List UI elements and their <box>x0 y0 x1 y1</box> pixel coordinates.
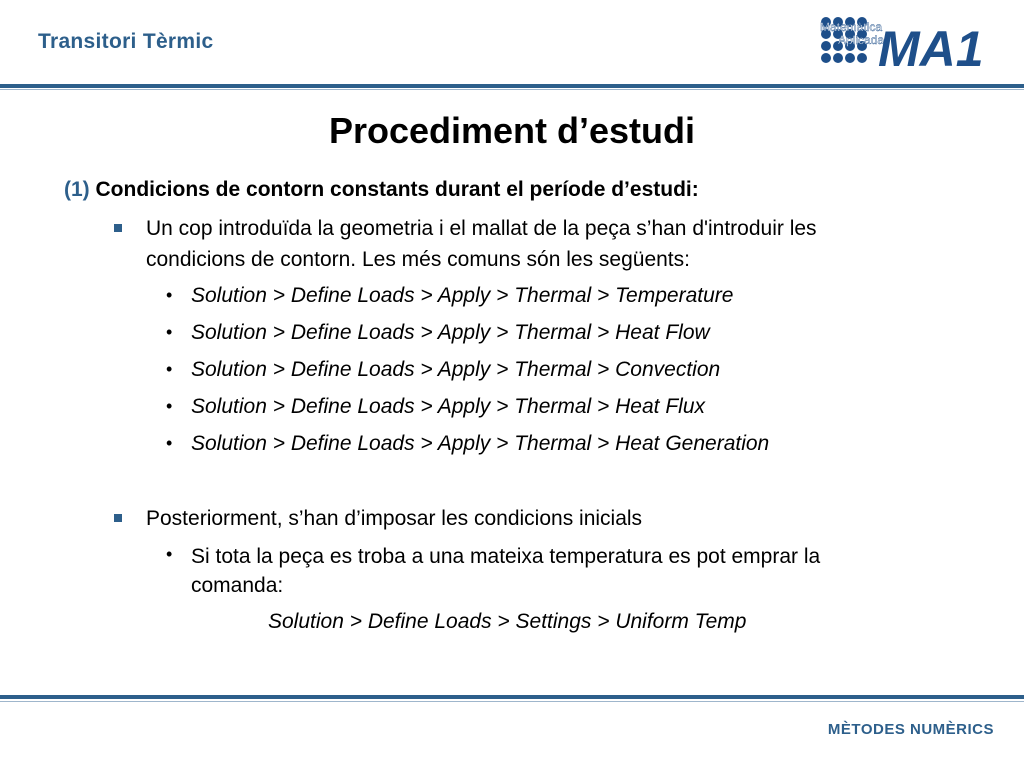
logo-mark: MA1 <box>878 21 984 72</box>
menu-path-item: Solution > Define Loads > Apply > Thermal > Heat Flux <box>191 395 706 418</box>
menu-path-item: Solution > Define Loads > Apply > Thermal > Heat Generation <box>191 432 770 455</box>
section-number: (1) <box>64 178 90 201</box>
dot-bullet-icon: • <box>166 322 173 342</box>
bullet1-line2: condicions de contorn. Les més comuns són les següents: <box>146 248 690 271</box>
logo-line1: Matemàtica <box>820 20 883 34</box>
dot-bullet-icon: • <box>166 544 173 564</box>
menu-path-item: Solution > Define Loads > Apply > Thermal > Temperature <box>191 284 734 307</box>
logo-line2: Aplicada <box>838 33 885 47</box>
bullet2-sub-line1: Si tota la peça es troba a una mateixa temperatura es pot emprar la <box>191 545 821 568</box>
bullet2-sub-line2: comanda: <box>191 574 284 597</box>
square-bullet-icon <box>114 514 122 522</box>
header-title: Transitori Tèrmic <box>38 30 214 53</box>
ma1-logo <box>818 14 1000 72</box>
section-heading <box>64 178 699 202</box>
menu-path-item: Solution > Define Loads > Apply > Thermal > Convection <box>191 358 721 381</box>
bullet1-line1: Un cop introduïda la geometria i el mallat de la peça s’han d'introduir les <box>146 217 817 240</box>
section-heading-text: Condicions de contorn constants durant el període d’estudi: <box>95 178 699 201</box>
dot-bullet-icon: • <box>166 285 173 305</box>
uniform-temp-command: Solution > Define Loads > Settings > Uniform Temp <box>268 610 747 633</box>
bullet2-text: Posteriorment, s’han d’imposar les condicions inicials <box>146 507 643 530</box>
top-rule-thin <box>0 89 1024 90</box>
dot-bullet-icon: • <box>166 396 173 416</box>
slide-title: Procediment d’estudi <box>328 110 696 151</box>
top-rule <box>0 84 1024 88</box>
dot-bullet-icon: • <box>166 359 173 379</box>
square-bullet-icon <box>114 224 122 232</box>
bottom-rule <box>0 695 1024 699</box>
bottom-rule-thin <box>0 701 1024 702</box>
dot-bullet-icon: • <box>166 433 173 453</box>
footer-label: MÈTODES NUMÈRICS <box>827 721 994 738</box>
menu-path-item: Solution > Define Loads > Apply > Thermal > Heat Flow <box>191 321 710 344</box>
